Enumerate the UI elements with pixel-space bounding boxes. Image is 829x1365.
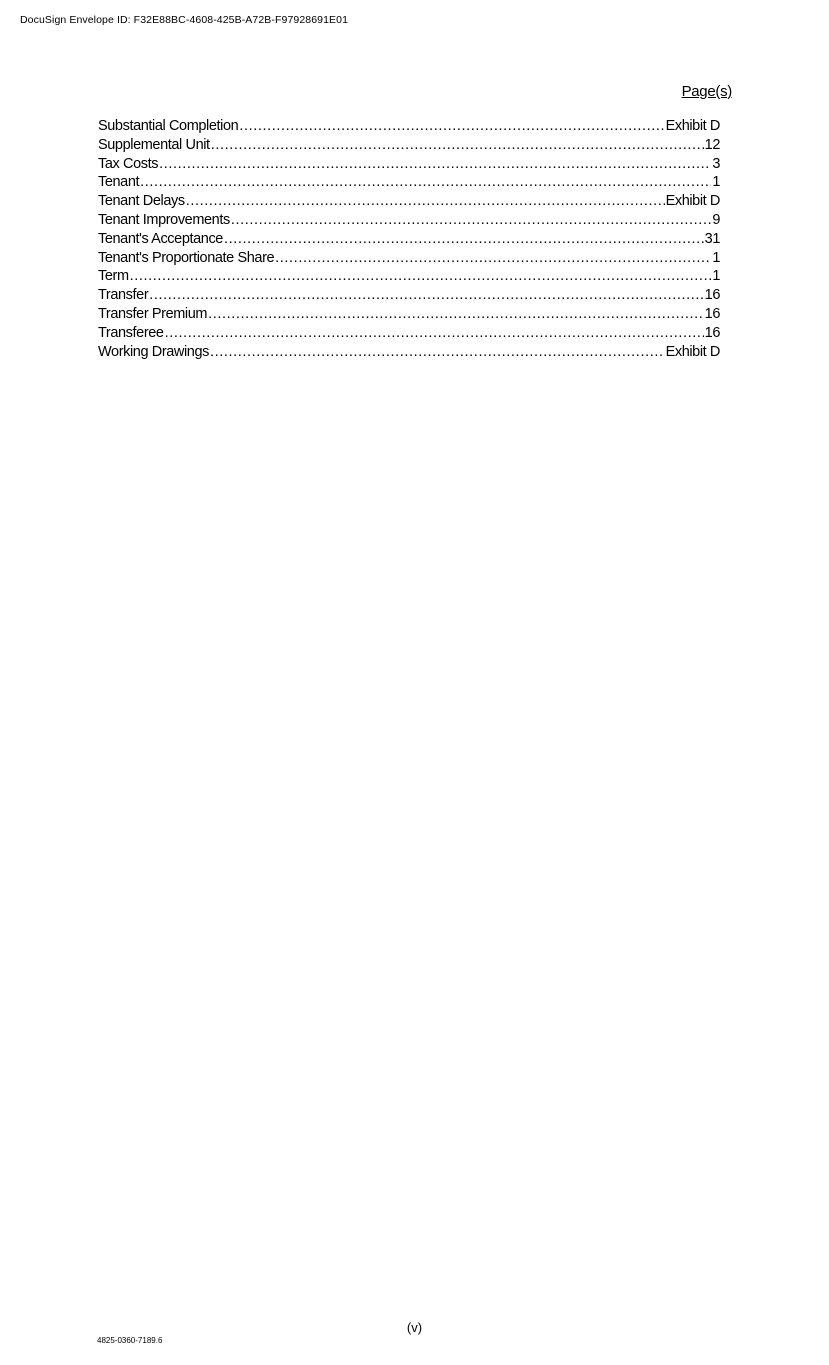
toc-entry-term: Tenant's Acceptance	[98, 230, 223, 247]
dot-leader	[149, 286, 703, 305]
toc-entry-term: Tenant	[98, 174, 140, 191]
dot-leader	[275, 249, 711, 268]
toc-entry-term: Transfer	[98, 287, 149, 304]
toc-entry-page: Exhibit D	[665, 193, 720, 210]
toc-entry-page: 1	[712, 268, 720, 285]
toc-entry-term: Term	[98, 268, 129, 285]
toc-entry-page: 16	[704, 287, 720, 304]
dot-leader	[210, 343, 665, 362]
toc-entry	[98, 249, 720, 268]
page-number: (v)	[406, 1320, 423, 1335]
dot-leader	[224, 230, 704, 249]
toc-entry-page: 31	[704, 230, 720, 247]
dot-leader	[239, 117, 664, 136]
toc-entry	[98, 173, 720, 192]
dot-leader	[165, 324, 704, 343]
dot-leader	[231, 211, 712, 230]
toc-entry	[98, 324, 720, 343]
index-of-defined-terms	[98, 117, 720, 361]
docusign-envelope-id: DocuSign Envelope ID: F32E88BC-4608-425B-A72B-F97928691E01	[20, 14, 349, 26]
toc-entry-term: Transfer Premium	[98, 305, 208, 322]
toc-entry	[98, 117, 720, 136]
document-number: 4825-0360-7189.6	[97, 1336, 163, 1345]
toc-entry	[98, 230, 720, 249]
toc-entry-page: 16	[704, 305, 720, 322]
toc-entry-page: 3	[712, 155, 720, 172]
dot-leader	[208, 305, 704, 324]
toc-entry-term: Transferee	[98, 324, 164, 341]
toc-entry-term: Working Drawings	[98, 343, 209, 360]
dot-leader	[130, 267, 712, 286]
toc-entry	[98, 136, 720, 155]
toc-entry	[98, 286, 720, 305]
toc-entry	[98, 155, 720, 174]
toc-entry-page: 1	[712, 174, 720, 191]
toc-entry	[98, 305, 720, 324]
dot-leader	[159, 155, 711, 174]
toc-entry-page: 9	[712, 211, 720, 228]
toc-entry	[98, 192, 720, 211]
toc-entry	[98, 343, 720, 362]
toc-entry-page: Exhibit D	[665, 118, 720, 134]
dot-leader	[186, 192, 665, 211]
toc-entry-term: Tenant Delays	[98, 193, 185, 210]
toc-entry-term: Tenant Improvements	[98, 211, 230, 228]
toc-entry-term: Tax Costs	[98, 155, 159, 172]
toc-entry-page: 12	[704, 136, 720, 153]
toc-entry-page: 1	[712, 249, 720, 266]
toc-entry-term: Substantial Completion	[98, 118, 239, 134]
toc-entry-page: 16	[704, 324, 720, 341]
dot-leader	[211, 136, 704, 155]
toc-entry	[98, 211, 720, 230]
toc-entry-page: Exhibit D	[665, 343, 720, 360]
toc-entry-term: Supplemental Unit	[98, 136, 210, 153]
toc-entry	[98, 267, 720, 286]
dot-leader	[140, 173, 711, 192]
pages-column-header: Page(s)	[681, 83, 732, 100]
toc-entry-term: Tenant's Proportionate Share	[98, 249, 275, 266]
